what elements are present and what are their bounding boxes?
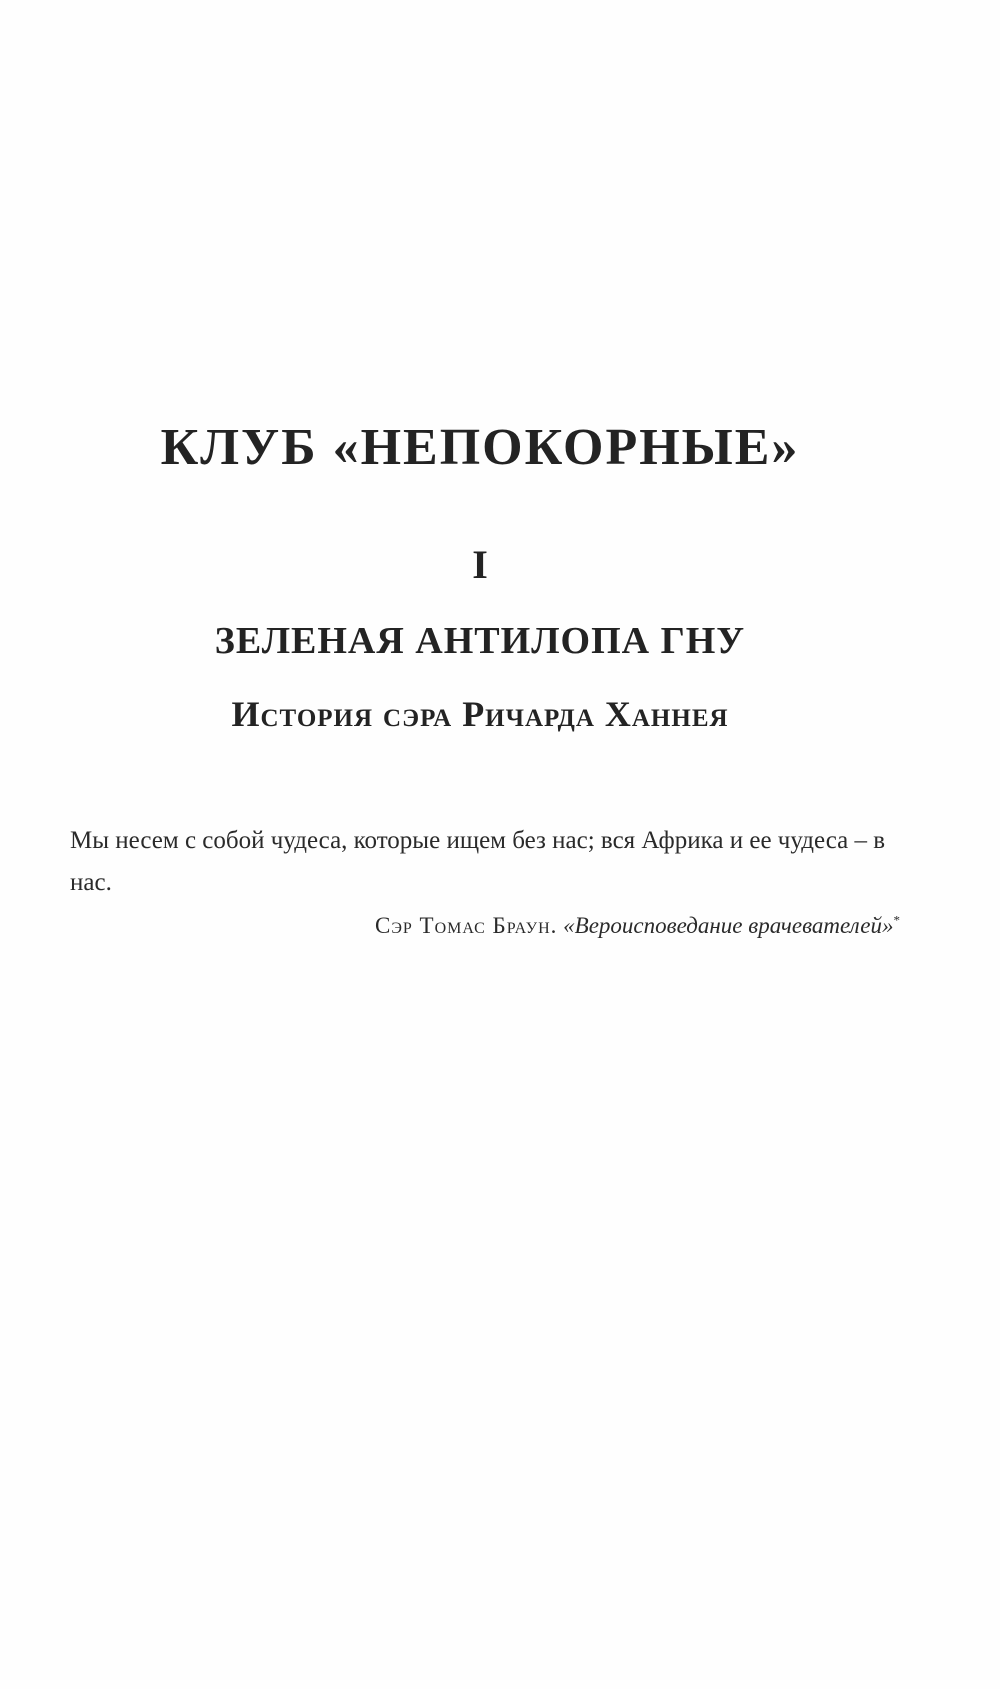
epigraph-text: Мы несем с собой чудеса, которые ищем без нас; вся Африка и ее чудеса – в нас.: [70, 827, 886, 896]
chapter-number: I: [472, 542, 488, 587]
book-title: КЛУБ «НЕПОКОРНЫЕ»: [160, 419, 800, 476]
epigraph: [70, 820, 900, 904]
epigraph-author: Сэр Томас Браун.: [375, 913, 558, 938]
chapter-title: ЗЕЛЕНАЯ АНТИЛОПА ГНУ: [214, 620, 746, 662]
chapter-subtitle: История сэра Ричарда Ханнея: [231, 694, 729, 734]
epigraph-work: «Вероисповедание врачевателей»: [563, 913, 894, 938]
footnote-mark[interactable]: *: [893, 912, 900, 928]
epigraph-source: [375, 908, 900, 944]
